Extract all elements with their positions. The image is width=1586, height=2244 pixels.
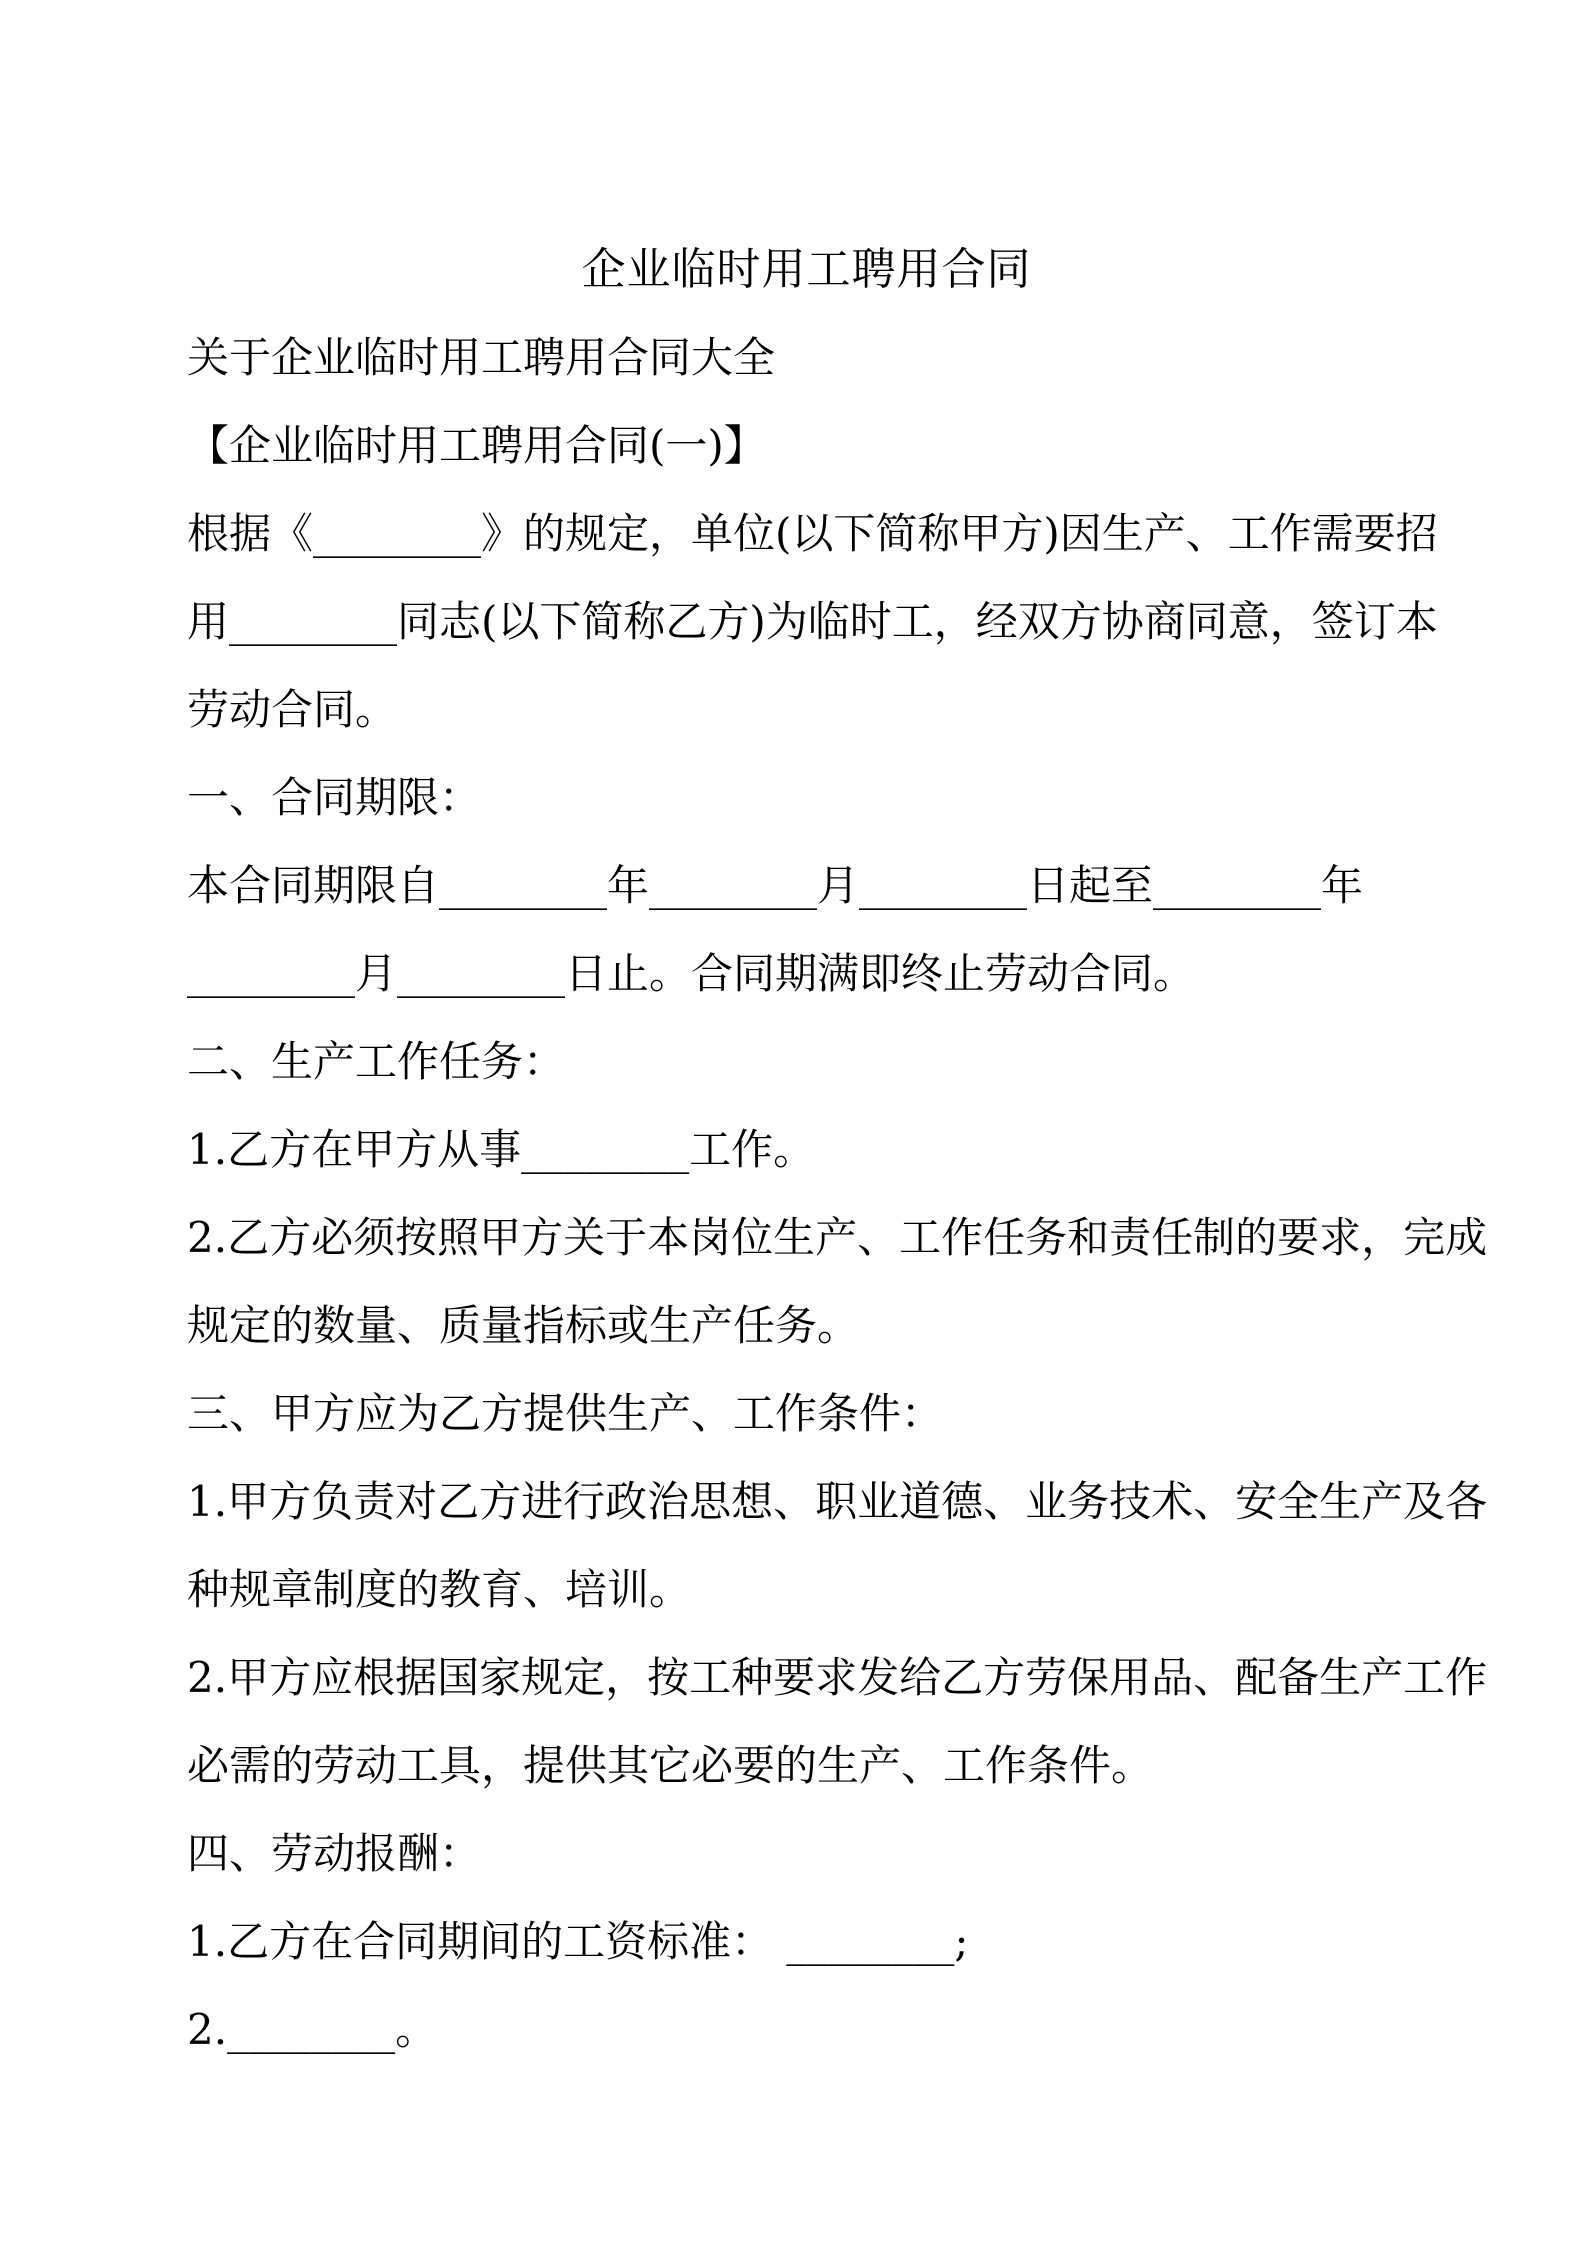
document-line: 2.甲方应根据国家规定，按工种要求发给乙方劳保用品、配备生产工作 xyxy=(187,1653,1488,1702)
document-line: 关于企业临时用工聘用合同大全 xyxy=(187,333,776,382)
document-line: 2.乙方必须按照甲方关于本岗位生产、工作任务和责任制的要求，完成 xyxy=(187,1213,1488,1262)
document-line: ________月________日止。合同期满即终止劳动合同。 xyxy=(187,949,1196,998)
document-line: 根据《________》的规定，单位(以下简称甲方)因生产、工作需要招 xyxy=(187,509,1438,558)
document-line: 规定的数量、质量指标或生产任务。 xyxy=(187,1301,860,1350)
document-line: 1.乙方在甲方从事________工作。 xyxy=(187,1125,816,1174)
document-body xyxy=(187,314,1488,2074)
document-line: 【企业临时用工聘用合同(一)】 xyxy=(187,421,766,470)
document-line: 必需的劳动工具，提供其它必要的生产、工作条件。 xyxy=(187,1741,1154,1790)
document-line: 四、劳动报酬： xyxy=(187,1829,482,1878)
document-line: 种规章制度的教育、培训。 xyxy=(187,1565,692,1614)
document-line: 用________同志(以下简称乙方)为临时工，经双方协商同意，签订本 xyxy=(187,597,1438,646)
document-line: 1.乙方在合同期间的工资标准： ________; xyxy=(187,1917,969,1966)
document-line: 1.甲方负责对乙方进行政治思想、职业道德、业务技术、安全生产及各 xyxy=(187,1477,1488,1526)
document-line: 本合同期限自________年________月________日起至________年 xyxy=(187,861,1364,910)
document-line: 三、甲方应为乙方提供生产、工作条件： xyxy=(187,1389,944,1438)
document-line: 二、生产工作任务： xyxy=(187,1037,566,1086)
document-line: 劳动合同。 xyxy=(187,685,398,734)
document-line: 2.________。 xyxy=(187,2005,438,2054)
document-content xyxy=(187,226,1488,2074)
document-line: 一、合同期限： xyxy=(187,773,482,822)
document-title: 企业临时用工聘用合同 xyxy=(581,244,1032,295)
